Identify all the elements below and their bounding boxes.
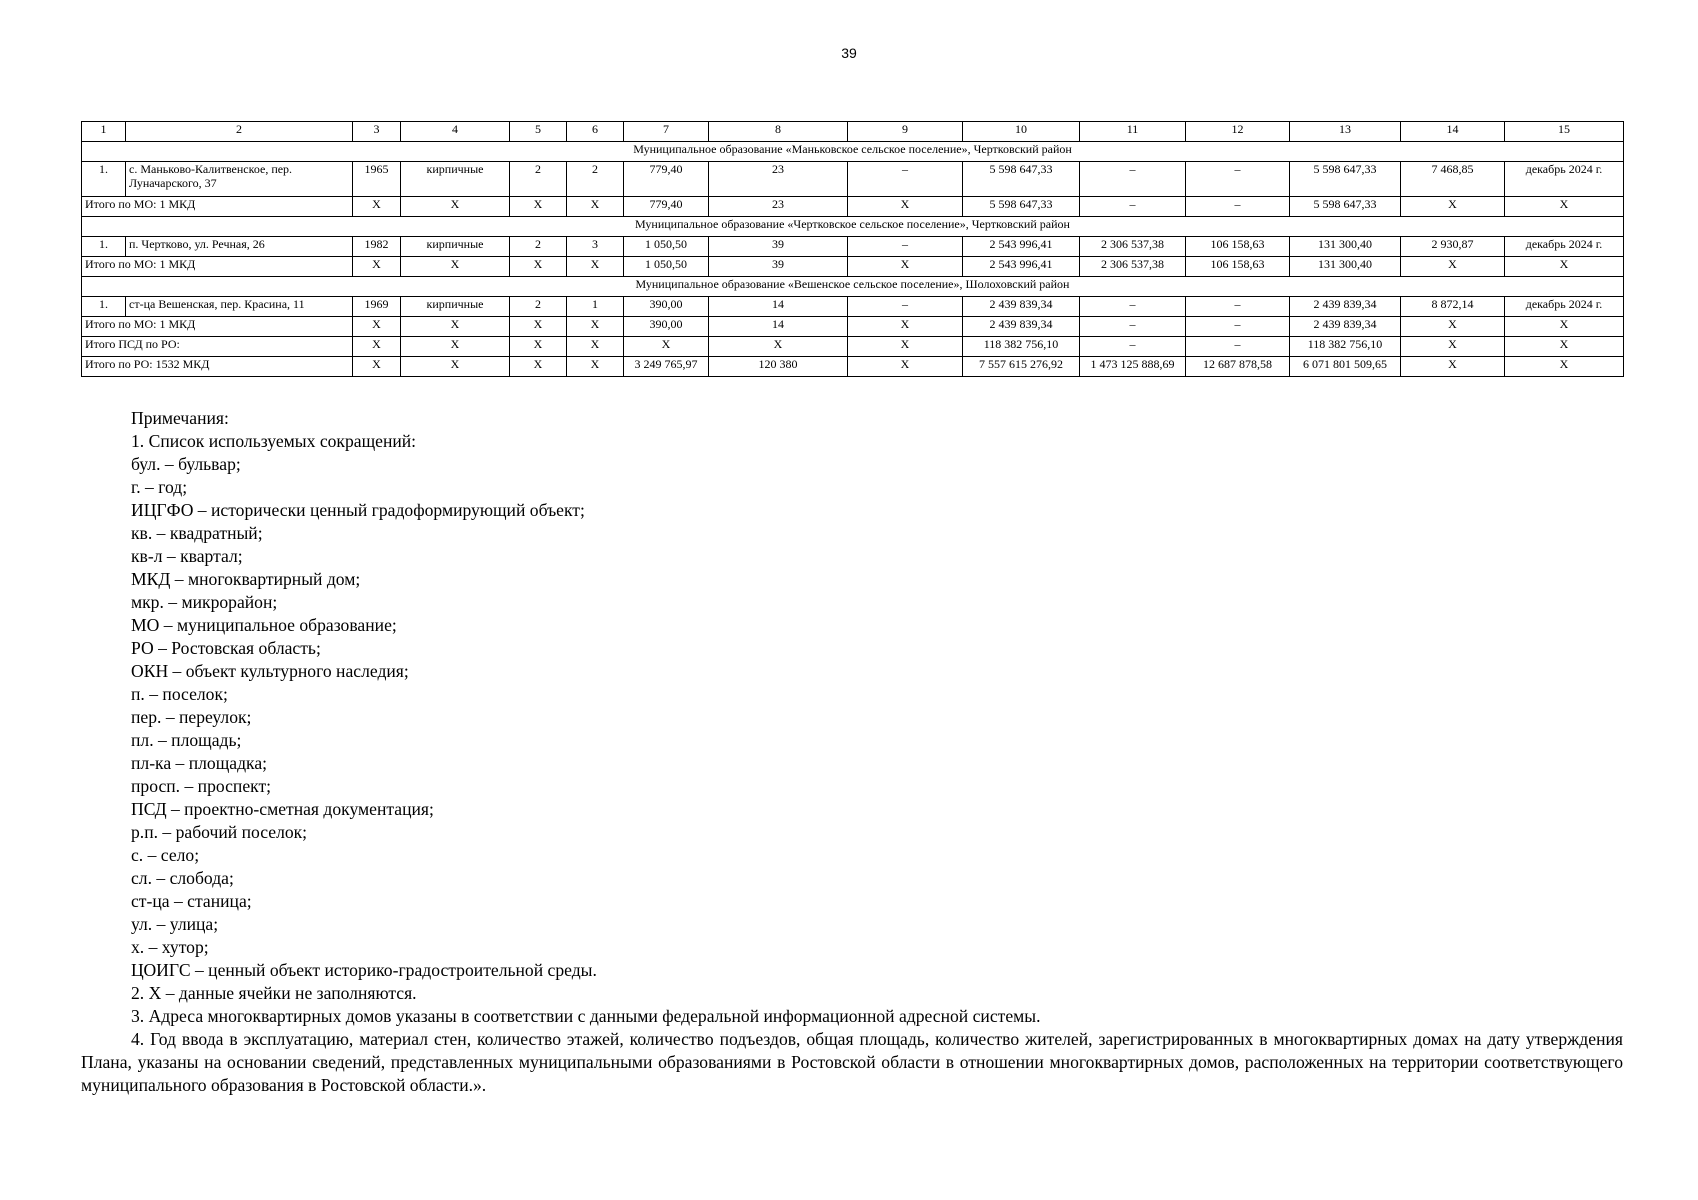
total-label: Итого ПСД по РО:: [82, 337, 353, 357]
column-number-1: 1: [82, 122, 126, 142]
cell-residents: 39: [709, 237, 848, 257]
region-total-row: [82, 357, 1624, 377]
total-c15: Х: [1505, 357, 1624, 377]
total-c13: 118 382 756,10: [1290, 337, 1401, 357]
abbreviation-item: бул. – бульвар;: [131, 454, 241, 474]
abbreviation-item: п. – поселок;: [131, 684, 228, 704]
total-c7: 3 249 765,97: [624, 357, 709, 377]
total-c9: Х: [848, 357, 963, 377]
abbreviation-item: сл. – слобода;: [131, 868, 234, 888]
page-number: 39: [841, 45, 857, 61]
total-c6: Х: [567, 197, 624, 217]
cell-c11: –: [1080, 162, 1186, 197]
total-c15: Х: [1505, 337, 1624, 357]
psd-total-row: [82, 337, 1624, 357]
total-c8: 39: [709, 257, 848, 277]
notes-section: [81, 407, 1623, 1097]
total-c10: 2 439 839,34: [963, 317, 1080, 337]
cell-residents: 23: [709, 162, 848, 197]
abbreviation-item: МКД – многоквартирный дом;: [131, 569, 361, 589]
abbreviation-item: МО – муниципальное образование;: [131, 615, 397, 635]
total-c7: 1 050,50: [624, 257, 709, 277]
mo-total-row: [82, 317, 1624, 337]
cell-area: 390,00: [624, 297, 709, 317]
abbreviation-item: мкр. – микрорайон;: [131, 592, 278, 612]
cell-c14: 8 872,14: [1401, 297, 1505, 317]
total-c8: 120 380: [709, 357, 848, 377]
total-c8: Х: [709, 337, 848, 357]
mo-total-row: [82, 197, 1624, 217]
abbreviation-item: пл-ка – площадка;: [131, 753, 268, 773]
total-label: Итого по МО: 1 МКД: [82, 197, 353, 217]
cell-material: кирпичные: [401, 297, 510, 317]
total-label: Итого по РО: 1532 МКД: [82, 357, 353, 377]
column-number-2: 2: [126, 122, 353, 142]
total-c12: 12 687 878,58: [1186, 357, 1290, 377]
column-number-7: 7: [624, 122, 709, 142]
abbreviation-item: пл. – площадь;: [131, 730, 242, 750]
cell-c12: –: [1186, 297, 1290, 317]
total-c15: Х: [1505, 197, 1624, 217]
cell-year: 1969: [353, 297, 401, 317]
cell-year: 1982: [353, 237, 401, 257]
total-c5: Х: [510, 337, 567, 357]
cell-area: 1 050,50: [624, 237, 709, 257]
cell-c15: декабрь 2024 г.: [1505, 297, 1624, 317]
total-c9: Х: [848, 337, 963, 357]
column-number-3: 3: [353, 122, 401, 142]
cell-floors: 2: [510, 162, 567, 197]
total-label: Итого по МО: 1 МКД: [82, 317, 353, 337]
total-c12: –: [1186, 317, 1290, 337]
cell-entrances: 1: [567, 297, 624, 317]
total-c4: Х: [401, 197, 510, 217]
total-c8: 14: [709, 317, 848, 337]
cell-c15: декабрь 2024 г.: [1505, 162, 1624, 197]
column-number-12: 12: [1186, 122, 1290, 142]
cell-entrances: 2: [567, 162, 624, 197]
cell-c11: –: [1080, 297, 1186, 317]
total-c13: 5 598 647,33: [1290, 197, 1401, 217]
cell-c15: декабрь 2024 г.: [1505, 237, 1624, 257]
total-c5: Х: [510, 197, 567, 217]
total-c4: Х: [401, 337, 510, 357]
cell-area: 779,40: [624, 162, 709, 197]
total-c3: Х: [353, 337, 401, 357]
total-c9: Х: [848, 257, 963, 277]
section-title-row: [82, 277, 1624, 297]
cell-c10: 2 543 996,41: [963, 237, 1080, 257]
cell-address: ст-ца Вешенская, пер. Красина, 11: [126, 297, 353, 317]
abbreviation-item: р.п. – рабочий поселок;: [131, 822, 308, 842]
cell-c14: 7 468,85: [1401, 162, 1505, 197]
total-c10: 7 557 615 276,92: [963, 357, 1080, 377]
total-c6: Х: [567, 357, 624, 377]
total-c14: Х: [1401, 317, 1505, 337]
abbreviation-item: ст-ца – станица;: [131, 891, 252, 911]
note-3: 3. Адреса многоквартирных домов указаны в соответствии с данными федеральной информационной адресной системы.: [131, 1006, 1041, 1026]
cell-num: 1.: [82, 297, 126, 317]
cell-c13: 131 300,40: [1290, 237, 1401, 257]
abbreviation-item: ОКН – объект культурного наследия;: [131, 661, 409, 681]
cell-floors: 2: [510, 297, 567, 317]
abbreviation-item: кв. – квадратный;: [131, 523, 263, 543]
total-c12: –: [1186, 337, 1290, 357]
total-c3: Х: [353, 197, 401, 217]
housing-plan-table: [81, 121, 1624, 377]
total-c3: Х: [353, 257, 401, 277]
abbreviation-item: ПСД – проектно-сметная документация;: [131, 799, 434, 819]
notes-heading: Примечания:: [131, 408, 229, 428]
total-c7: 390,00: [624, 317, 709, 337]
total-c13: 131 300,40: [1290, 257, 1401, 277]
abbreviation-item: пер. – переулок;: [131, 707, 252, 727]
total-c9: Х: [848, 317, 963, 337]
total-c4: Х: [401, 317, 510, 337]
total-c13: 2 439 839,34: [1290, 317, 1401, 337]
cell-num: 1.: [82, 237, 126, 257]
abbreviation-item: г. – год;: [131, 477, 188, 497]
column-number-row: [82, 122, 1624, 142]
total-c10: 2 543 996,41: [963, 257, 1080, 277]
total-c5: Х: [510, 357, 567, 377]
abbreviation-item: просп. – проспект;: [131, 776, 272, 796]
cell-material: кирпичные: [401, 162, 510, 197]
cell-c12: –: [1186, 162, 1290, 197]
total-c6: Х: [567, 317, 624, 337]
cell-c9: –: [848, 237, 963, 257]
total-label: Итого по МО: 1 МКД: [82, 257, 353, 277]
total-c14: Х: [1401, 197, 1505, 217]
total-c7: 779,40: [624, 197, 709, 217]
table-row: [82, 237, 1624, 257]
total-c11: –: [1080, 197, 1186, 217]
total-c5: Х: [510, 257, 567, 277]
cell-address: с. Маньково-Калитвенское, пер. Луначарского, 37: [126, 162, 353, 197]
total-c3: Х: [353, 317, 401, 337]
total-c12: –: [1186, 197, 1290, 217]
column-number-9: 9: [848, 122, 963, 142]
column-number-5: 5: [510, 122, 567, 142]
total-c12: 106 158,63: [1186, 257, 1290, 277]
total-c6: Х: [567, 337, 624, 357]
column-number-15: 15: [1505, 122, 1624, 142]
abbreviation-item: ул. – улица;: [131, 914, 219, 934]
section-title: Муниципальное образование «Маньковское сельское поселение», Чертковский район: [82, 142, 1624, 162]
note-2: 2. Х – данные ячейки не заполняются.: [131, 983, 417, 1003]
cell-c9: –: [848, 297, 963, 317]
table-row: [82, 162, 1624, 197]
total-c11: –: [1080, 337, 1186, 357]
cell-c10: 2 439 839,34: [963, 297, 1080, 317]
abbreviations-list: [81, 453, 1623, 982]
total-c14: Х: [1401, 357, 1505, 377]
table-row: [82, 297, 1624, 317]
column-number-11: 11: [1080, 122, 1186, 142]
table-body: [82, 122, 1624, 377]
cell-c11: 2 306 537,38: [1080, 237, 1186, 257]
abbreviation-item: кв-л – квартал;: [131, 546, 243, 566]
total-c14: Х: [1401, 337, 1505, 357]
abbreviations-title: 1. Список используемых сокращений:: [131, 431, 417, 451]
column-number-6: 6: [567, 122, 624, 142]
cell-floors: 2: [510, 237, 567, 257]
column-number-14: 14: [1401, 122, 1505, 142]
total-c11: –: [1080, 317, 1186, 337]
section-title: Муниципальное образование «Чертковское сельское поселение», Чертковский район: [82, 217, 1624, 237]
cell-c13: 5 598 647,33: [1290, 162, 1401, 197]
cell-year: 1965: [353, 162, 401, 197]
total-c10: 118 382 756,10: [963, 337, 1080, 357]
section-title-row: [82, 142, 1624, 162]
total-c13: 6 071 801 509,65: [1290, 357, 1401, 377]
total-c7: Х: [624, 337, 709, 357]
total-c9: Х: [848, 197, 963, 217]
abbreviation-item: х. – хутор;: [131, 937, 209, 957]
cell-c10: 5 598 647,33: [963, 162, 1080, 197]
abbreviation-item: РО – Ростовская область;: [131, 638, 321, 658]
total-c15: Х: [1505, 257, 1624, 277]
mo-total-row: [82, 257, 1624, 277]
section-title: Муниципальное образование «Вешенское сельское поселение», Шолоховский район: [82, 277, 1624, 297]
cell-material: кирпичные: [401, 237, 510, 257]
column-number-4: 4: [401, 122, 510, 142]
cell-c12: 106 158,63: [1186, 237, 1290, 257]
note-4: 4. Год ввода в эксплуатацию, материал стен, количество этажей, количество подъездов, общая площадь, количество жителей, зарегистрированных в многоквартирных домах на дату утверждения Плана, указаны на основании сведений, представленных муниципальными образованиями в Ростовской области в отношении многоквартирных домов, расположенных на территории соответствующего муниципального образования в Ростовской области.».: [81, 1029, 1623, 1095]
column-number-8: 8: [709, 122, 848, 142]
total-c11: 2 306 537,38: [1080, 257, 1186, 277]
total-c15: Х: [1505, 317, 1624, 337]
abbreviation-item: ИЦГФО – исторически ценный градоформирующий объект;: [131, 500, 585, 520]
abbreviation-item: с. – село;: [131, 845, 200, 865]
total-c4: Х: [401, 257, 510, 277]
cell-address: п. Чертково, ул. Речная, 26: [126, 237, 353, 257]
cell-c13: 2 439 839,34: [1290, 297, 1401, 317]
total-c8: 23: [709, 197, 848, 217]
cell-residents: 14: [709, 297, 848, 317]
total-c4: Х: [401, 357, 510, 377]
total-c14: Х: [1401, 257, 1505, 277]
total-c3: Х: [353, 357, 401, 377]
total-c6: Х: [567, 257, 624, 277]
section-title-row: [82, 217, 1624, 237]
cell-entrances: 3: [567, 237, 624, 257]
total-c5: Х: [510, 317, 567, 337]
abbreviation-item: ЦОИГС – ценный объект историко-градостроительной среды.: [131, 960, 597, 980]
cell-c14: 2 930,87: [1401, 237, 1505, 257]
total-c11: 1 473 125 888,69: [1080, 357, 1186, 377]
column-number-10: 10: [963, 122, 1080, 142]
total-c10: 5 598 647,33: [963, 197, 1080, 217]
column-number-13: 13: [1290, 122, 1401, 142]
cell-num: 1.: [82, 162, 126, 197]
cell-c9: –: [848, 162, 963, 197]
